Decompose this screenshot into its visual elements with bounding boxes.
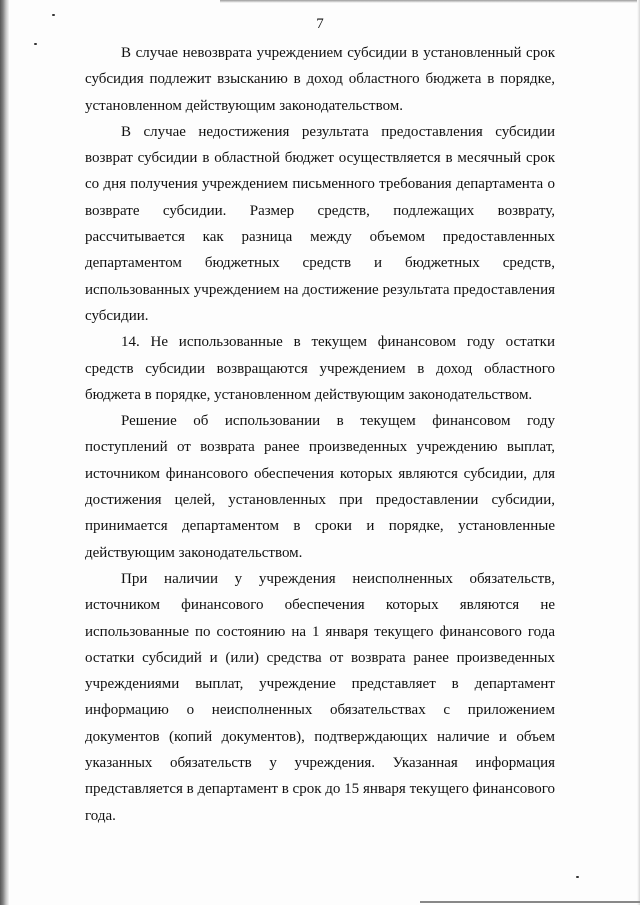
scan-shadow-top [220,0,640,3]
scan-speck [34,43,37,45]
paragraph-result-not-achieved: В случае недостижения результата предоставления субсидии возврат субсидии в областной бюджет осуществляется в месячный срок со дня получения учреждением письменного требования департамента о возврате субсидии. Размер средств, подлежащих возврату, рассчитывается как разница между объемом предоставленных департаментом бюджетных средств и бюджетных средств, использованных учреждением на достижение результата предоставления субсидии. [85,123,555,324]
paragraph-nonreturn: В случае невозврата учреждением субсидии в установленный срок субсидия подлежит взысканию в доход областного бюджета в порядке, установленном действующим законодательством. [85,45,555,114]
scan-speck [576,876,579,878]
paragraph-14-unused-balances: 14. Не использованные в текущем финансовом году остатки средств субсидии возвращаются учреждением в доход областного бюджета в порядке, установленном действующим законодательством. [85,334,555,403]
document-body [85,40,555,829]
page-number: 7 [316,16,324,32]
paragraph-decision-on-receipts: Решение об использовании в текущем финансовом году поступлений от возврата ранее произведенных учреждению выплат, источником финансового обеспечения которых являются субсидии, для достижения целей, установленных при предоставлении субсидии, принимается департаментом в сроки и порядке, установленные действующим законодательством. [85,413,555,561]
paragraph-unfulfilled-obligations: При наличии у учреждения неисполненных обязательств, источником финансового обеспечения которых являются не использованные по состоянию на 1 января текущего финансового года остатки субсидий и (или) средства от возврата ранее произведенных учреждениями выплат, учреждение представляет в департамент информацию о неисполненных обязательствах с приложением документов (копий документов), подтверждающих наличие и объем указанных обязательств у учреждения. Указанная информация представляется в департамент в срок до 15 января текущего финансового года. [85,570,555,824]
scan-shadow-bottom [420,901,640,903]
scan-shadow-left [0,0,9,905]
